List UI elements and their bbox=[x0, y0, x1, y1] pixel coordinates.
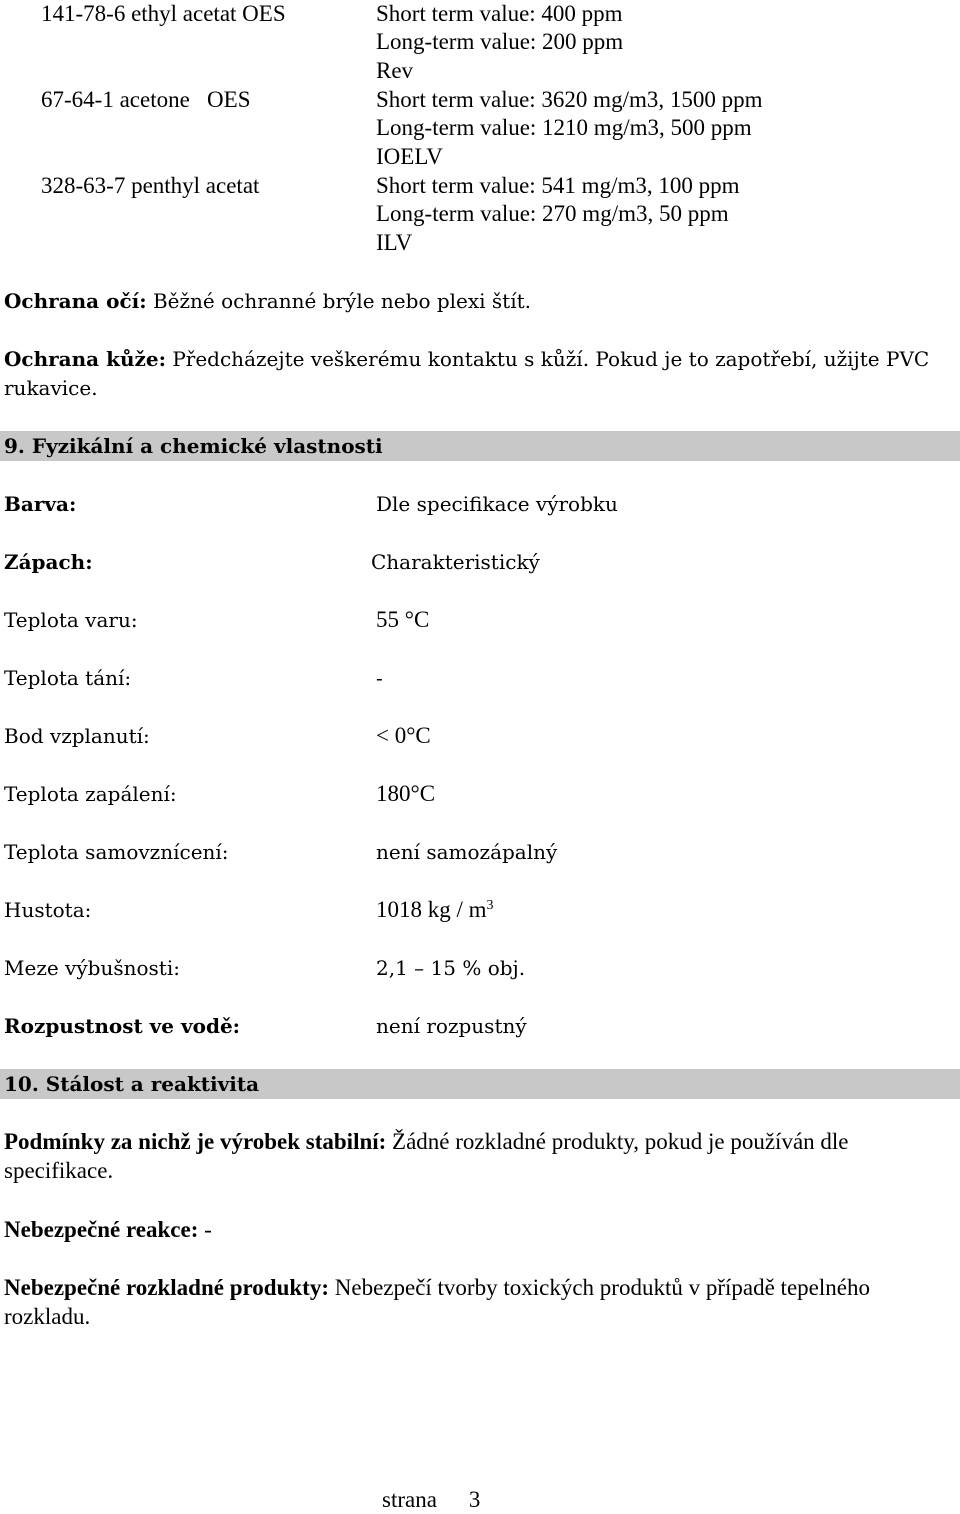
section-9-header bbox=[0, 431, 960, 461]
eye-protection-text: Běžné ochranné brýle nebo plexi štít. bbox=[146, 289, 532, 313]
stability-label: Podmínky za nichž je výrobek stabilní: bbox=[4, 1129, 387, 1154]
page-label: strana bbox=[382, 1487, 437, 1512]
property-value: 180°C bbox=[376, 781, 436, 806]
limit-line: Long-term value: 200 ppm bbox=[376, 29, 624, 54]
density-unit-exponent: 3 bbox=[486, 898, 494, 913]
limit-line: Long-term value: 270 mg/m3, 50 ppm bbox=[376, 201, 729, 226]
property-value: 2,1 – 15 % obj. bbox=[376, 956, 526, 980]
reactions-label: Nebezpečné reakce: bbox=[4, 1217, 199, 1242]
substance-name: 67-64-1 acetone OES bbox=[41, 87, 251, 112]
section-10-header bbox=[0, 1069, 960, 1099]
limit-line: Long-term value: 1210 mg/m3, 500 ppm bbox=[376, 115, 752, 140]
property-value: < 0°C bbox=[376, 723, 431, 748]
property-value: - bbox=[376, 666, 383, 690]
property-label: Rozpustnost ve vodě: bbox=[4, 1014, 241, 1038]
property-value: 55 °C bbox=[376, 607, 430, 632]
property-value: Dle specifikace výrobku bbox=[376, 492, 618, 516]
eye-protection bbox=[4, 287, 956, 316]
limit-line: Short term value: 541 mg/m3, 100 ppm bbox=[376, 173, 740, 198]
section-10-title: 10. Stálost a reaktivita bbox=[4, 1072, 260, 1096]
property-value bbox=[376, 896, 494, 924]
property-label: Teplota varu: bbox=[4, 608, 138, 632]
substance-name: 328-63-7 penthyl acetat bbox=[41, 173, 260, 198]
property-value: není rozpustný bbox=[376, 1014, 527, 1038]
substance-name: 141-78-6 ethyl acetat OES bbox=[41, 1, 286, 26]
property-label: Bod vzplanutí: bbox=[4, 724, 150, 748]
stability-conditions bbox=[4, 1127, 956, 1185]
page-number: 3 bbox=[468, 1487, 481, 1512]
limit-line: IOELV bbox=[376, 144, 443, 169]
property-label: Meze výbušnosti: bbox=[4, 956, 180, 980]
skin-protection-label: Ochrana kůže: bbox=[4, 347, 166, 371]
limit-line: Short term value: 3620 mg/m3, 1500 ppm bbox=[376, 87, 763, 112]
eye-protection-label: Ochrana očí: bbox=[4, 289, 147, 313]
hazardous-reactions bbox=[4, 1215, 956, 1244]
decomposition-label: Nebezpečné rozkladné produkty: bbox=[4, 1275, 329, 1300]
property-value: není samozápalný bbox=[376, 840, 558, 864]
limit-line: Short term value: 400 ppm bbox=[376, 1, 623, 26]
limit-line: ILV bbox=[376, 230, 413, 255]
property-label: Teplota tání: bbox=[4, 666, 132, 690]
property-label: Teplota zapálení: bbox=[4, 782, 177, 806]
property-label: Teplota samovznícení: bbox=[4, 840, 229, 864]
property-label: Hustota: bbox=[4, 898, 92, 922]
skin-protection-text: Předcházejte veškerému kontaktu s kůží. Pokud je to zapotřebí, užijte PVC rukavice. bbox=[4, 347, 930, 400]
property-label: Zápach: bbox=[4, 550, 93, 574]
hazardous-decomposition bbox=[4, 1273, 956, 1331]
reactions-text: - bbox=[198, 1217, 212, 1242]
property-value: Charakteristický bbox=[371, 550, 540, 574]
limit-line: Rev bbox=[376, 58, 414, 83]
page-footer bbox=[382, 1486, 480, 1514]
property-label: Barva: bbox=[4, 492, 77, 516]
density-value: 1018 kg / m bbox=[376, 897, 487, 922]
decomposition-text: Nebezpečí tvorby toxických produktů v případě tepelného rozkladu. bbox=[4, 1275, 870, 1329]
section-9-title: 9. Fyzikální a chemické vlastnosti bbox=[4, 434, 383, 458]
stability-text: Žádné rozkladné produkty, pokud je používán dle specifikace. bbox=[4, 1129, 849, 1183]
skin-protection bbox=[4, 345, 956, 403]
